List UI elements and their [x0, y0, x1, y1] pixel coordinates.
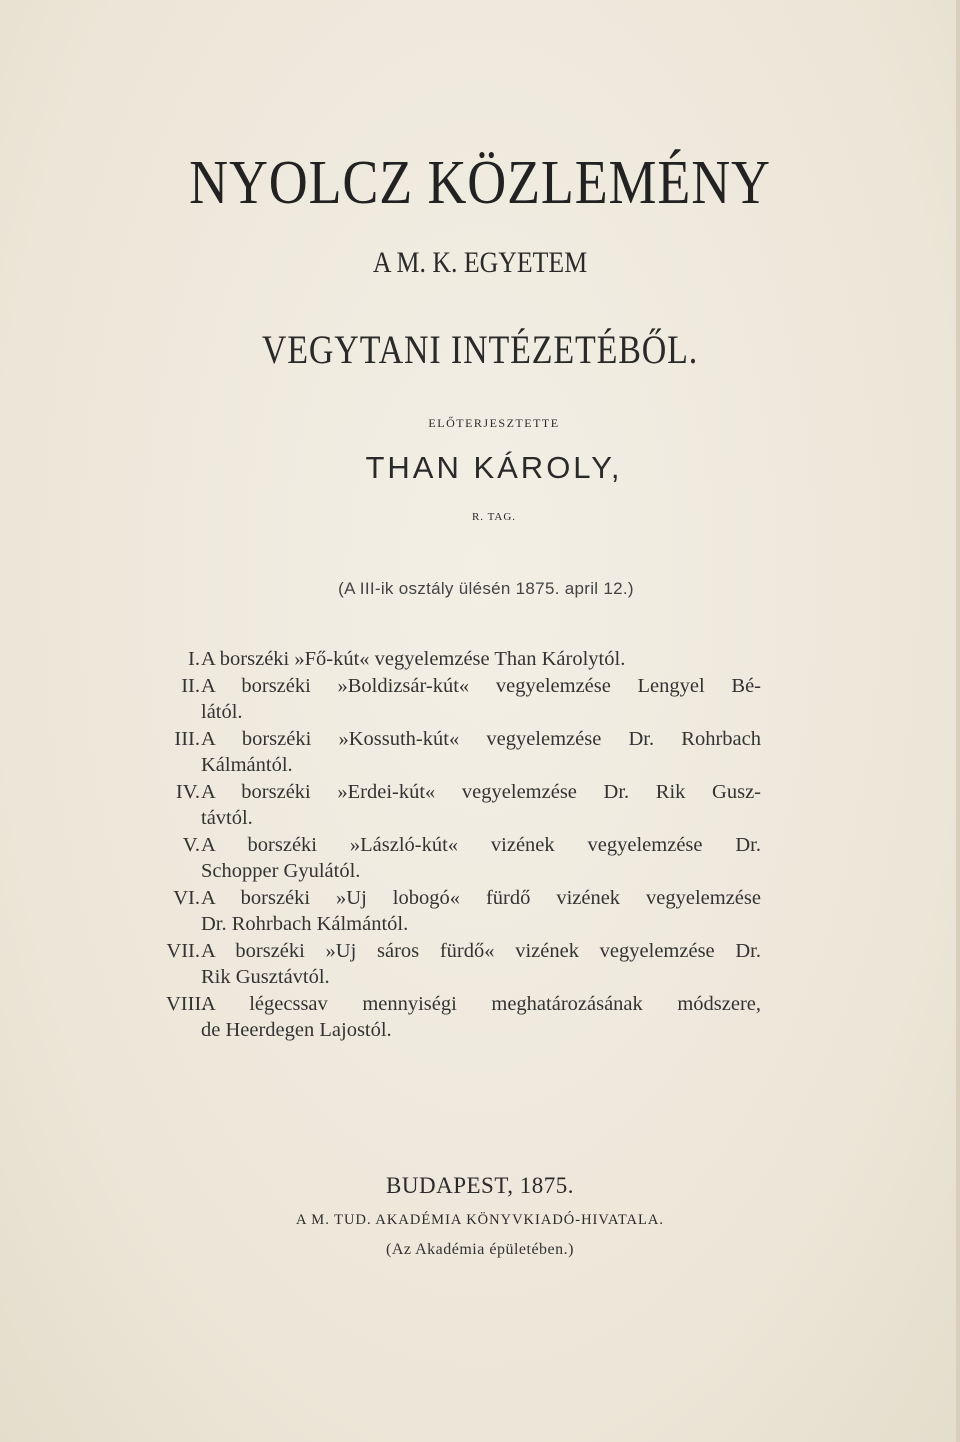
toc-item [166, 885, 761, 938]
toc-item-number: III. [174, 727, 200, 750]
toc-item-text-line: A borszéki »Fő-kút« vegyelemzése Than Károlytól. [201, 648, 626, 670]
toc-item-text-line: távtól. [201, 807, 253, 829]
toc-item-text-line: A borszéki »Kossuth-kút« vegyelemzése Dr. Rohrbach [201, 727, 761, 750]
publisher-name: A M. TUD. AKADÉMIA KÖNYVKIADÓ-HIVATALA. [296, 1212, 664, 1228]
toc-item-text-line: A borszéki »Erdei-kút« vegyelemzése Dr. Rik Gusz- [201, 780, 761, 803]
toc-item [166, 726, 761, 779]
toc-item-text-line: A borszéki »László-kút« vizének vegyelemzése Dr. [201, 833, 761, 856]
toc-item-number: IV. [175, 780, 200, 803]
toc-item-text-line: A borszéki »Uj lobogó« fürdő vizének vegyelemzése [201, 886, 761, 909]
publisher-address: (Az Akadémia épületében.) [386, 1241, 574, 1258]
table-of-contents [166, 646, 761, 1044]
toc-item-number: VII. [166, 939, 200, 962]
toc-item [166, 938, 761, 991]
toc-item [166, 673, 761, 726]
toc-item-number: VIII. [166, 992, 207, 1015]
author-rank: R. TAG. [471, 511, 517, 523]
toc-item-text-line: A légecssav mennyiségi meghatározásának módszere, [201, 992, 761, 1015]
publisher-city-year: BUDAPEST, 1875. [386, 1173, 574, 1198]
author-name: THAN KÁROLY, [365, 450, 623, 485]
toc-item-text-line: lától. [201, 701, 243, 723]
toc-item [166, 991, 761, 1044]
session-note: (A III-ik osztály ülésén 1875. april 12.) [338, 579, 634, 598]
subtitle-university: A M. K. EGYETEM [372, 246, 588, 279]
toc-item-text-line: Rik Gusztávtól. [201, 966, 330, 988]
toc-item-text-line: Kálmántól. [201, 754, 293, 776]
page-edge-shadow [956, 0, 960, 1442]
toc-item-number: II. [181, 674, 200, 697]
toc-item-text-line: de Heerdegen Lajostól. [201, 1019, 392, 1041]
main-title: NYOLCZ KÖZLEMÉNY [189, 149, 771, 217]
toc-item [166, 646, 761, 673]
toc-item-number: VI. [173, 886, 200, 909]
toc-item-number: I. [188, 648, 200, 670]
toc-item [166, 832, 761, 885]
toc-item-text-line: A borszéki »Boldizsár-kút« vegyelemzése Lengyel Bé- [201, 674, 761, 697]
toc-item-text-line: Schopper Gyulától. [201, 860, 361, 882]
toc-item-number: V. [182, 833, 200, 856]
subtitle-institute: VEGYTANI INTÉZETÉBŐL. [261, 327, 699, 372]
presented-by-label: ELŐTERJESZTETTE [428, 416, 560, 430]
toc-item [166, 779, 761, 832]
toc-item-text-line: A borszéki »Uj sáros fürdő« vizének vegyelemzése Dr. [201, 939, 761, 962]
toc-item-text-line: Dr. Rohrbach Kálmántól. [201, 913, 409, 935]
